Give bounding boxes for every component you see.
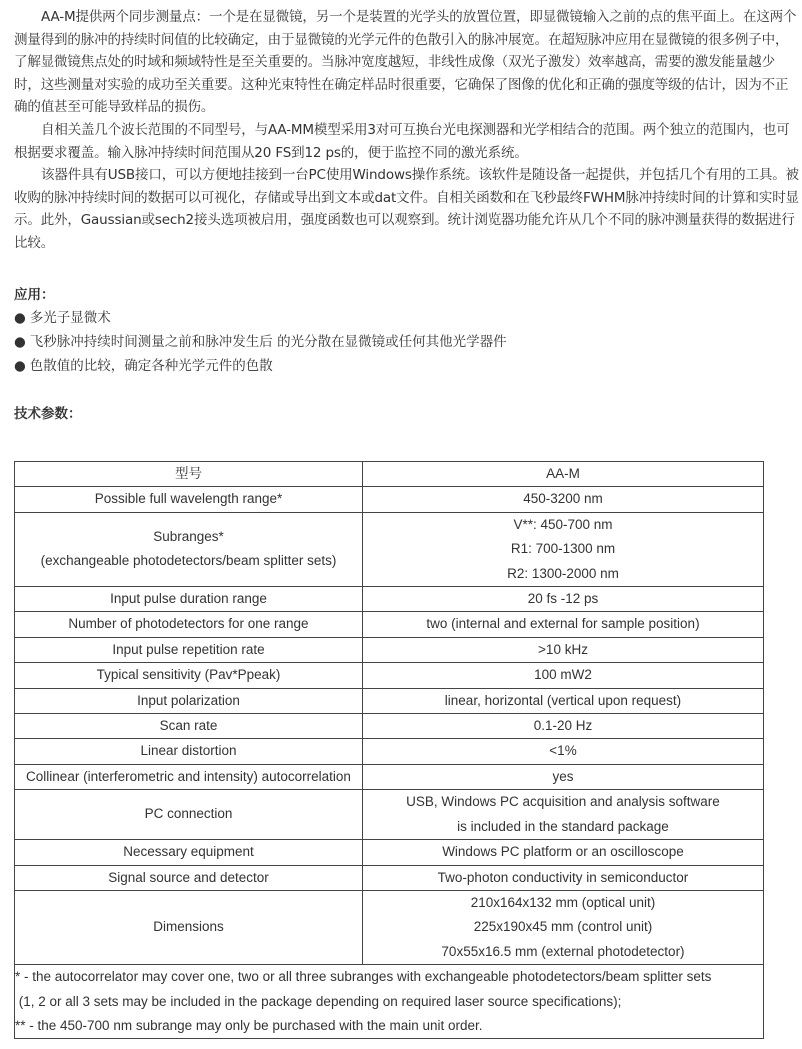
- header-cell-model: 型号: [15, 462, 363, 487]
- footnotes-cell: [15, 965, 764, 1039]
- list-item: [14, 354, 802, 378]
- spec-label-cell: [15, 865, 363, 890]
- spec-value-cell: [363, 840, 764, 865]
- spec-value: 70x55x16.5 mm (external photodetector): [441, 943, 685, 959]
- spec-label: Dimensions: [153, 919, 224, 935]
- spec-label: Input polarization: [137, 692, 240, 708]
- table-row: [15, 840, 764, 865]
- intro-paragraph-3: 该器件具有USB接口，可以方便地挂接到一台PC使用Windows操作系统。该软件是随设备一起提供，并包括几个有用的工具。被收购的脉冲持续时间的数据可以可视化，存储或导出到文本或dat文件。自相关函数和在飞秒最终FWHM脉冲持续时间的计算和实时显示。此外，Gaussian或sech2接头选项被启用，强度函数也可以观察到。统计浏览器功能允许从几个不同的脉冲测量获得的数据进行比较。: [14, 167, 799, 251]
- spec-label: Signal source and detector: [108, 869, 269, 885]
- spec-value: linear, horizontal (vertical upon request): [444, 692, 682, 708]
- spec-value: >10 kHz: [538, 641, 588, 657]
- spec-label: Input pulse repetition rate: [112, 641, 265, 657]
- spec-value-cell: [363, 764, 764, 789]
- spec-label: Linear distortion: [140, 743, 237, 759]
- spec-value: <1%: [549, 743, 577, 759]
- table-row: [15, 790, 764, 840]
- table-row: [15, 890, 764, 964]
- spec-label-cell: [15, 587, 363, 612]
- table-row: [15, 487, 764, 512]
- table-row: [15, 512, 764, 586]
- table-row: [15, 663, 764, 688]
- bullet-icon: ●: [14, 333, 26, 350]
- spec-value: USB, Windows PC acquisition and analysis software: [406, 794, 720, 810]
- spec-label-cell: [15, 663, 363, 688]
- table-row: [15, 688, 764, 713]
- spec-label-cell: [15, 764, 363, 789]
- spec-value: is included in the standard package: [457, 818, 669, 834]
- spec-label: Scan rate: [159, 718, 218, 734]
- spec-value: 20 fs -12 ps: [527, 591, 599, 607]
- table-header-row: [15, 462, 764, 487]
- list-item: [14, 306, 802, 330]
- spec-value-cell: [363, 739, 764, 764]
- spec-value-cell: [363, 714, 764, 739]
- spec-label-cell: [15, 840, 363, 865]
- table-row: [15, 714, 764, 739]
- spec-label: (exchangeable photodetectors/beam splitter sets): [40, 553, 337, 569]
- intro-paragraph-1: AA-M提供两个同步测量点：一个是在显微镜，另一个是装置的光学头的放置位置，即显微镜输入之前的点的焦平面上。在这两个测量得到的脉冲的持续时间值的比较确定，由于显微镜的光学元件的色散引入的脉冲展宽。在超短脉冲应用在显微镜的很多例子中，了解显微镜焦点处的时域和频域特性是至关重要的。当脉冲宽度越短，非线性成像（双光子激发）效率越高，需要的激发能量越少时，这些测量对实验的成功至关重要。这种光束特性在确定样品时很重要，它确保了图像的优化和正确的强度等级的估计，因为不正确的值甚至可能导致样品的损伤。: [14, 9, 797, 116]
- spec-label-cell: [15, 790, 363, 840]
- spec-value: V**: 450-700 nm: [513, 516, 613, 532]
- spec-value: 100 mW2: [534, 667, 592, 683]
- spec-label-cell: [15, 637, 363, 662]
- spec-value-cell: [363, 790, 764, 840]
- spec-label: Subranges*: [153, 529, 224, 545]
- table-row: [15, 637, 764, 662]
- spec-value-cell: [363, 587, 764, 612]
- applications-list: [14, 306, 802, 378]
- header-cell-model-value: AA-M: [363, 462, 764, 487]
- spec-value-cell: [363, 890, 764, 964]
- spec-label: Input pulse duration range: [110, 591, 267, 607]
- table-notes-row: [15, 965, 764, 1039]
- specs-heading: 技术参数：: [14, 405, 82, 422]
- table-row: [15, 587, 764, 612]
- bullet-icon: ●: [14, 357, 26, 374]
- footnote: (1, 2 or all 3 sets may be included in the package depending on required laser source specifications);: [15, 993, 622, 1009]
- spec-label-cell: [15, 512, 363, 586]
- spec-label-cell: [15, 890, 363, 964]
- spec-value: 0.1-20 Hz: [533, 718, 593, 734]
- spec-value: 225x190x45 mm (control unit): [473, 919, 653, 935]
- application-text: 色散值的比较，确定各种光学元件的色散: [29, 357, 273, 374]
- specs-table: [14, 461, 764, 1039]
- list-item: [14, 330, 802, 354]
- spec-label: Typical sensitivity (Pav*Ppeak): [96, 667, 281, 683]
- spec-label-cell: [15, 714, 363, 739]
- table-row: [15, 865, 764, 890]
- spec-label: Number of photodetectors for one range: [68, 616, 309, 632]
- bullet-icon: ●: [14, 309, 26, 326]
- spec-label-cell: [15, 739, 363, 764]
- application-text: 多光子显微术: [29, 309, 111, 326]
- spec-value-cell: [363, 865, 764, 890]
- footnote: ** - the 450-700 nm subrange may only be purchased with the main unit order.: [15, 1017, 483, 1033]
- spec-value: 210x164x132 mm (optical unit): [470, 894, 656, 910]
- application-text: 飞秒脉冲持续时间测量之前和脉冲发生后 的光分散在显微镜或任何其他光学器件: [29, 333, 507, 350]
- spec-value-cell: [363, 637, 764, 662]
- spec-value: R2: 1300-2000 nm: [507, 565, 619, 581]
- table-row: [15, 764, 764, 789]
- spec-label-cell: [15, 612, 363, 637]
- spec-value: yes: [552, 768, 574, 784]
- spec-value-cell: [363, 688, 764, 713]
- footnote: * - the autocorrelator may cover one, two or all three subranges with exchangeable photodetectors/beam splitter sets: [15, 969, 712, 985]
- spec-value-cell: [363, 612, 764, 637]
- spec-label: PC connection: [144, 806, 233, 822]
- spec-value: Windows PC platform or an oscilloscope: [442, 844, 684, 860]
- applications-heading: 应用：: [14, 286, 55, 303]
- spec-value: R1: 700-1300 nm: [510, 541, 616, 557]
- spec-value-cell: [363, 512, 764, 586]
- spec-label-cell: [15, 487, 363, 512]
- spec-value-cell: [363, 663, 764, 688]
- spec-value: Two-photon conductivity in semiconductor: [437, 869, 689, 885]
- spec-value: two (internal and external for sample position): [426, 616, 700, 632]
- table-row: [15, 739, 764, 764]
- spec-label: Possible full wavelength range*: [94, 491, 283, 507]
- spec-value: 450-3200 nm: [523, 491, 603, 507]
- intro-paragraph-2: 自相关盖几个波长范围的不同型号，与AA-MM模型采用3对可互换台光电探测器和光学相结合的范围。两个独立的范围内，也可根据要求覆盖。输入脉冲持续时间范围从20 FS到12 ps的，便于监控不同的激光系统。: [14, 121, 790, 161]
- spec-label-cell: [15, 688, 363, 713]
- spec-label: Collinear (interferometric and intensity) autocorrelation: [26, 768, 351, 784]
- spec-value-cell: [363, 487, 764, 512]
- table-row: [15, 612, 764, 637]
- spec-label: Necessary equipment: [123, 844, 254, 860]
